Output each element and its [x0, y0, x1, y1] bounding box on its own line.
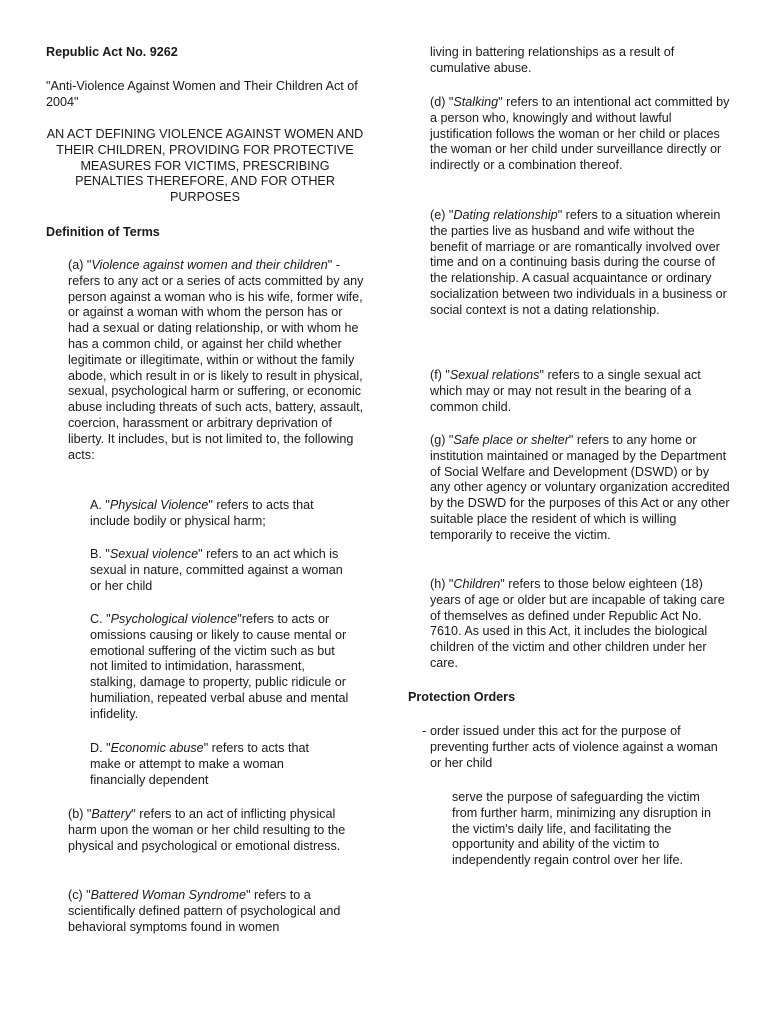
definition-a-sub-A: A. "Physical Violence" refers to acts that include bodily or physical harm;: [90, 498, 314, 528]
definition-g: (g) "Safe place or shelter" refers to any home or institution maintained or managed by the Department of Social Welfare and Development (DSWD) or by any other agency or voluntary organization accredited by the DSWD for the purposes of this Act or any other suitable place the resident of which is willing temporarily to receive the victim.: [430, 433, 730, 542]
term-battered-woman-syndrome: Battered Woman Syndrome: [90, 888, 247, 902]
term-sexual-violence: Sexual violence: [109, 547, 199, 561]
act-long-title: AN ACT DEFINING VIOLENCE AGAINST WOMEN AND THEIR CHILDREN, PROVIDING FOR PROTECTIVE MEASURES FOR VICTIMS, PRESCRIBING PENALTIES THEREFORE, AND FOR OTHER PURPOSES: [46, 127, 364, 205]
term-violence-against-women: Violence against women and their children: [91, 258, 328, 272]
definition-c-continued: living in battering relationships as a result of cumulative abuse.: [430, 45, 675, 75]
term-safe-place-or-shelter: Safe place or shelter: [453, 433, 569, 447]
document-title: Republic Act No. 9262: [46, 45, 178, 59]
definition-a-sub-C: C. "Psychological violence"refers to acts or omissions causing or likely to cause mental or emotional suffering of the victim such as but not limited to intimidation, harassment, stalking, damage to property, public ridicule or humiliation, repeated verbal abuse and mental infidelity.: [90, 612, 349, 721]
definition-a-sub-B: B. "Sexual violence" refers to an act which is sexual in nature, committed against a woman or her child: [90, 547, 343, 593]
definition-e: (e) "Dating relationship" refers to a situation wherein the parties live as husband and wife without the benefit of marriage or are romantically involved over time and on a continuing basis during the course of the relationship. A casual acquaintance or ordinary socialization between two individuals in a business or social context is not a dating relationship.: [430, 208, 727, 317]
term-stalking: Stalking: [453, 95, 499, 109]
act-short-title: "Anti-Violence Against Women and Their Children Act of 2004": [46, 79, 358, 109]
heading-definition-of-terms: Definition of Terms: [46, 225, 160, 239]
definition-a-sub-D: D. "Economic abuse" refers to acts that make or attempt to make a woman financially dependent: [90, 741, 309, 787]
definition-c: (c) "Battered Woman Syndrome" refers to a scientifically defined pattern of psychological and behavioral symptoms found in women: [68, 888, 341, 934]
term-sexual-relations: Sexual relations: [449, 368, 540, 382]
definition-f: (f) "Sexual relations" refers to a single sexual act which may or may not result in the bearing of a common child.: [430, 368, 701, 414]
term-economic-abuse: Economic abuse: [110, 741, 204, 755]
term-battery: Battery: [91, 807, 132, 821]
heading-protection-orders: Protection Orders: [408, 690, 516, 704]
protection-order-purpose: serve the purpose of safeguarding the victim from further harm, minimizing any disruption in the victim's daily life, and facilitating the opportunity and ability of the victim to independently regain control over her life.: [452, 790, 711, 868]
definition-d: (d) "Stalking" refers to an intentional act committed by a person who, knowingly and without lawful justification follows the woman or her child or places the woman or her child under surveillance directly or indirectly or a combination thereof.: [430, 95, 730, 173]
term-dating-relationship: Dating relationship: [453, 208, 558, 222]
protection-dash: -: [422, 724, 427, 738]
protection-order-definition: order issued under this act for the purpose of preventing further acts of violence against a woman or her child: [430, 724, 718, 770]
term-physical-violence: Physical Violence: [109, 498, 209, 512]
definition-h: (h) "Children" refers to those below eighteen (18) years of age or older but are incapable of taking care of themselves as defined under Republic Act No. 7610. As used in this Act, it includes the biological children of the victim and other children under her care.: [430, 577, 725, 670]
definition-b: (b) "Battery" refers to an act of inflicting physical harm upon the woman or her child resulting to the physical and psychological or emotional distress.: [68, 807, 346, 853]
term-psychological-violence: Psychological violence: [110, 612, 238, 626]
definition-a: (a) "Violence against women and their children" - refers to any act or a series of acts committed by any person against a woman who is his wife, former wife, or against a woman with whom the person has or had a sexual or dating relationship, or with whom he has a common child, or against her child whether legitimate or illegitimate, within or without the family abode, which result in or is likely to result in physical, sexual, psychological harm or suffering, or economic abuse including threats of such acts, battery, assault, coercion, harassment or arbitrary deprivation of liberty. It includes, but is not limited to, the following acts:: [68, 258, 364, 462]
term-children: Children: [453, 577, 501, 591]
